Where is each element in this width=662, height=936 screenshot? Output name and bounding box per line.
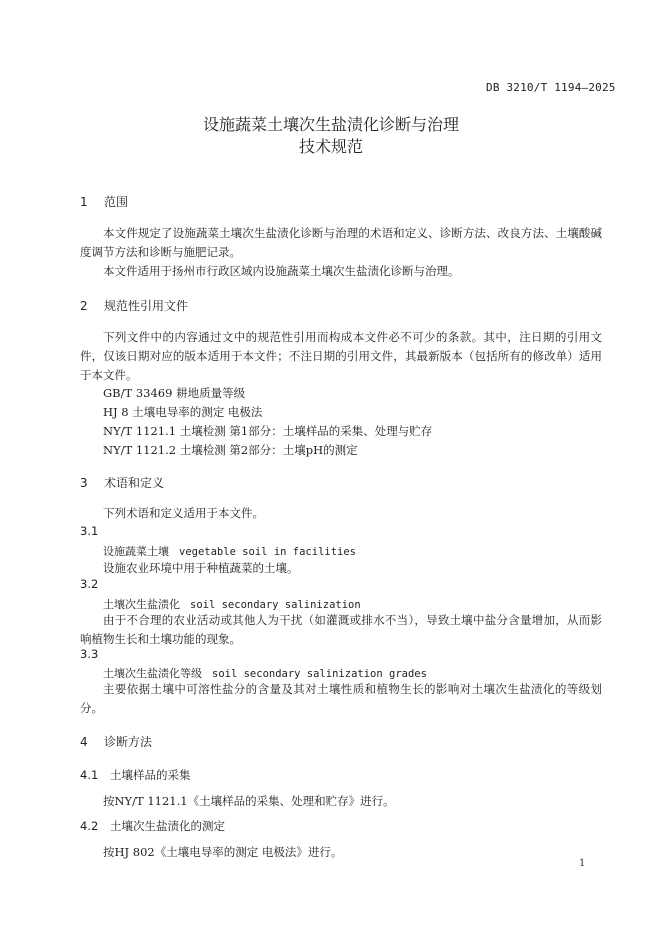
subsection-number: 4.2 [80,819,99,833]
subsection-heading [80,818,225,834]
term-number: 3.1 [80,524,99,538]
term-number: 3.3 [80,647,99,661]
terms-intro: 下列术语和定义适用于本文件。 [103,506,264,520]
scope-paragraph-2: 本文件适用于扬州市行政区域内设施蔬菜土壤次生盐渍化诊断与治理。 [103,264,460,278]
section-number: 2 [80,299,88,313]
section-3-heading [80,474,164,491]
term-title [103,596,361,612]
section-4-heading [80,733,152,750]
page-number: 1 [579,858,586,869]
term-definition: 由于不合理的农业活动或其他人为干扰（如灌溉或排水不当），导致土壤中盐分含量增加，从而影响植物生长和土壤功能的现象。 [80,613,602,646]
section-title: 规范性引用文件 [104,299,189,313]
reference-item: NY/T 1121.2 土壤检测 第2部分：土壤pH的测定 [103,443,358,457]
document-title: 设施蔬菜土壤次生盐渍化诊断与治理 [202,115,459,134]
document-subtitle: 技术规范 [298,137,363,156]
term-number: 3.2 [80,577,99,591]
reference-item: NY/T 1121.1 土壤检测 第1部分：土壤样品的采集、处理与贮存 [103,424,433,438]
scope-paragraph-1: 本文件规定了设施蔬菜土壤次生盐渍化诊断与治理的术语和定义、诊断方法、改良方法、土壤酸碱度调节方法和诊断与施肥记录。 [80,226,602,259]
normative-references-paragraph: 下列文件中的内容通过文中的规范性引用而构成本文件必不可少的条款。其中，注日期的引用文件，仅该日期对应的版本适用于本文件；不注日期的引用文件，其最新版本（包括所有的修改单）适用于本文件。 [80,330,602,382]
term-title [103,543,356,559]
section-2-heading [80,297,188,314]
section-title: 术语和定义 [104,476,165,490]
section-number: 1 [80,195,88,209]
term-en: soil secondary salinization grades [212,668,427,680]
term-en: vegetable soil in facilities [179,546,357,558]
subsection-heading [80,767,191,783]
section-1-heading [80,193,128,210]
section-title: 诊断方法 [104,735,153,749]
subsection-number: 4.1 [80,768,99,782]
section-number: 4 [80,735,88,749]
section-title: 范围 [104,195,129,209]
reference-item: GB/T 33469 耕地质量等级 [103,386,246,400]
subsection-text: 按NY/T 1121.1《土壤样品的采集、处理和贮存》进行。 [103,794,395,808]
subsection-title: 土壤次生盐渍化的测定 [110,819,225,833]
term-cn: 设施蔬菜土壤 [103,545,169,558]
standard-number: DB 3210/T 1194—2025 [486,81,616,94]
term-cn: 土壤次生盐渍化等级 [103,667,202,680]
term-en: soil secondary salinization [190,599,361,611]
reference-item: HJ 8 土壤电导率的测定 电极法 [103,405,263,419]
section-number: 3 [80,476,88,490]
term-cn: 土壤次生盐渍化 [103,598,180,611]
term-definition: 主要依据土壤中可溶性盐分的含量及其对土壤性质和植物生长的影响对土壤次生盐渍化的等级划分。 [80,682,602,715]
subsection-title: 土壤样品的采集 [110,768,191,782]
subsection-text: 按HJ 802《土壤电导率的测定 电极法》进行。 [103,845,343,859]
term-definition: 设施农业环境中用于种植蔬菜的土壤。 [103,561,299,575]
term-title [103,665,427,681]
